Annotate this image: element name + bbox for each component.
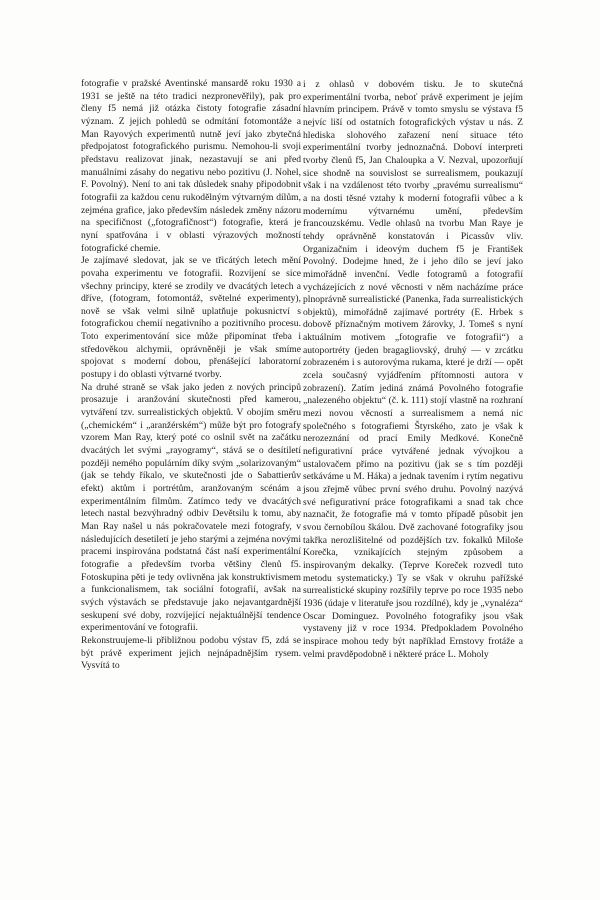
paragraph: i z ohlasů v dobovém tisku. Je to skutečná experimentální tvorba, neboť právě experiment je jejím hlavním principem. Právě v tomto smyslu se výstava f5 nejvíc liší od ostatních fotografických výstav u nás. Z hlediska slohového zařazení není situace této experimentální tvorby jednoznačná. Doboví interpreti tvorby členů f5, Jan Chaloupka a V. Nezval, upozorňují sice shodně na souvislost se surrealismem, poukazují však i na vzdálenost této tvorby „pravému surrealismu“ a na dosti těsné vztahy k moderní fotografii vůbec a k modernímu výtvarnému umění, především francouzskému. Vedle ohlasů na tvorbu Man Raye je tehdy oprávněně konstatován i Picassův vliv. Organizačním i ideovým duchem f5 je František Povolný. Dodejme hned, že i jeho dílo se jeví jako mimořádně invenční. Vedle fotogramů a fotografií vycházejících z nové věcnosti v něm nacházíme práce plnoprávně surrealistické (Panenka, řada surrealistických objektů), mimořádně zajímavé portréty (E. Hrbek s dobově příznačným motivem žárovky, J. Tomeš s nyní aktuálním motivem „fotografie ve fotografii“) a autoportréty (jeden bragagliovský, druhý — v zrcátku zobrazeném i s autorovýma rukama, které je drží — opět zcela současný vyjádřením přítomnosti autora v zobrazení). Zatím jediná známá Povolného fotografie „nalezeného objektu“ (č. k. 111) stojí vlastně na rozhraní mezi novou věcností a surrealismem a nemá nic společného s fotografiemi Štyrského, zato je však k nerozeznání od prací Emily Medkové. Konečně nefigurativní práce vytvářené jednak vývojkou a ustalovačem přímo na pozitivu (jak se s tím později setkáváme u M. Háka) a jednak tavením i rytím negativu jsou zřejmě vůbec první svého druhu. Povolný nazývá své nefigurativní práce fotografikami a snad tak chce naznačit, že fotografie má v tomto případě působit jen svou černobílou škálou. Dvě zachované fotografiky jsou takřka nerozlišitelné od pozdějších tzv. fokalků Miloše Korečka, vznikajících stejným způsobem a inspirovaným dekalky. (Teprve Koreček rozvedl tuto metodu systematicky.) Ty se však v okruhu pařížské surrealistické skupiny rozšířily teprve po roce 1935 nebo 1936 (údaje v literatuře jsou rozdílné), kdy je „vynaléza“ Oscar Dominguez. Povolného fotografiky jsou však vystaveny již v roce 1934. Předpokladem Povolného inspirace mohou tedy být například Ernstovy frotáže a velmi pravděpodobně i některé práce L. Moholy <box>303 79 523 660</box>
paragraph: Rekonstruujeme-li přibližnou podobu výstav f5, zdá se být právě experiment jejich nejnápadnějším rysem. Vysvítá to <box>81 634 301 672</box>
paragraph: Na druhé straně se však jako jeden z nových principů prosazuje i aranžování skutečnosti před kamerou, vytváření tzv. surrealistických objektů. V obojím směru („chemickém“ i „aranžérském“) může být pro fotografy vzorem Man Ray, který poté co oslnil svět na začátku dvacátých let svými „rayogramy“, stává se o desítiletí později nemého populárním díky svým „solarizovaným“ (jak se tehdy říkalo, ve skutečnosti jde o Sabattierův efekt) aktům i portrétům, aranžovaným scénám a experimentálním filmům. Zatímco tedy ve dvacátých letech nastal bezvýhradný odbiv Devětsilu k tomu, aby Man Ray našel u nás pokračovatele mezi fotografy, v následujících desetiletí je jeho starými a zejména novými pracemi inspirována podstatná část naší experimentální fotografie a především tvorba většiny členů f5. Fotoskupina pěti je tedy ovlivněna jak konstruktivismem a funkcionalismem, tak sociální fotografií, avšak na svých výstavách se představuje jako nejavantgardnější seskupení své doby, rozvíjející nejaktuálnější tendence experimentování ve fotografii. <box>81 381 301 634</box>
paragraph: fotografie v pražské Aventinské mansardě roku 1930 a 1931 se ještě na této tradici nezpronevěřily), pak pro členy f5 nemá již otázka čistoty fotografie zásadní význam. Z jejich pohledů se odmítání fotomontáže a Man Rayových experimentů nutně jeví jako zbytečná předpojatost fotografického purismu. Nemohou-li svoji představu realizovat jinak, nezastavují se ani před manuálními zásahy do negativu nebo pozitivu (J. Nohel, F. Povolný). Není to ani tak důsledek snahy připodobnit fotografii za každou cenu rukodělným výtvarným dílům, zejména grafice, jako především následek změny názoru na specifičnost („fotografičnost“) fotografie, která je nyní spatřována i v oblasti výrazových možností fotografické chemie. <box>81 78 301 254</box>
paragraph: Je zajímavé sledovat, jak se ve třicátých letech mění povaha experimentu ve fotografii. Rozvíjení se sice všechny principy, které se zrodily ve dvacátých letech a dříve, (fotogram, fotomontáž, světelné experimenty), nově se však velmi silně uplatňuje pokusnictví s fotografickou chemií negativního a pozitivního procesu. Toto experimentování sice může připomínat třeba i středověkou alchymii, oprávněněji je však smíme spojovat s moderní dobou, přenášející laboratorní postupy i do oblasti výtvarné tvorby. <box>81 255 301 381</box>
left-text-column <box>81 78 301 673</box>
right-text-column <box>303 79 523 661</box>
